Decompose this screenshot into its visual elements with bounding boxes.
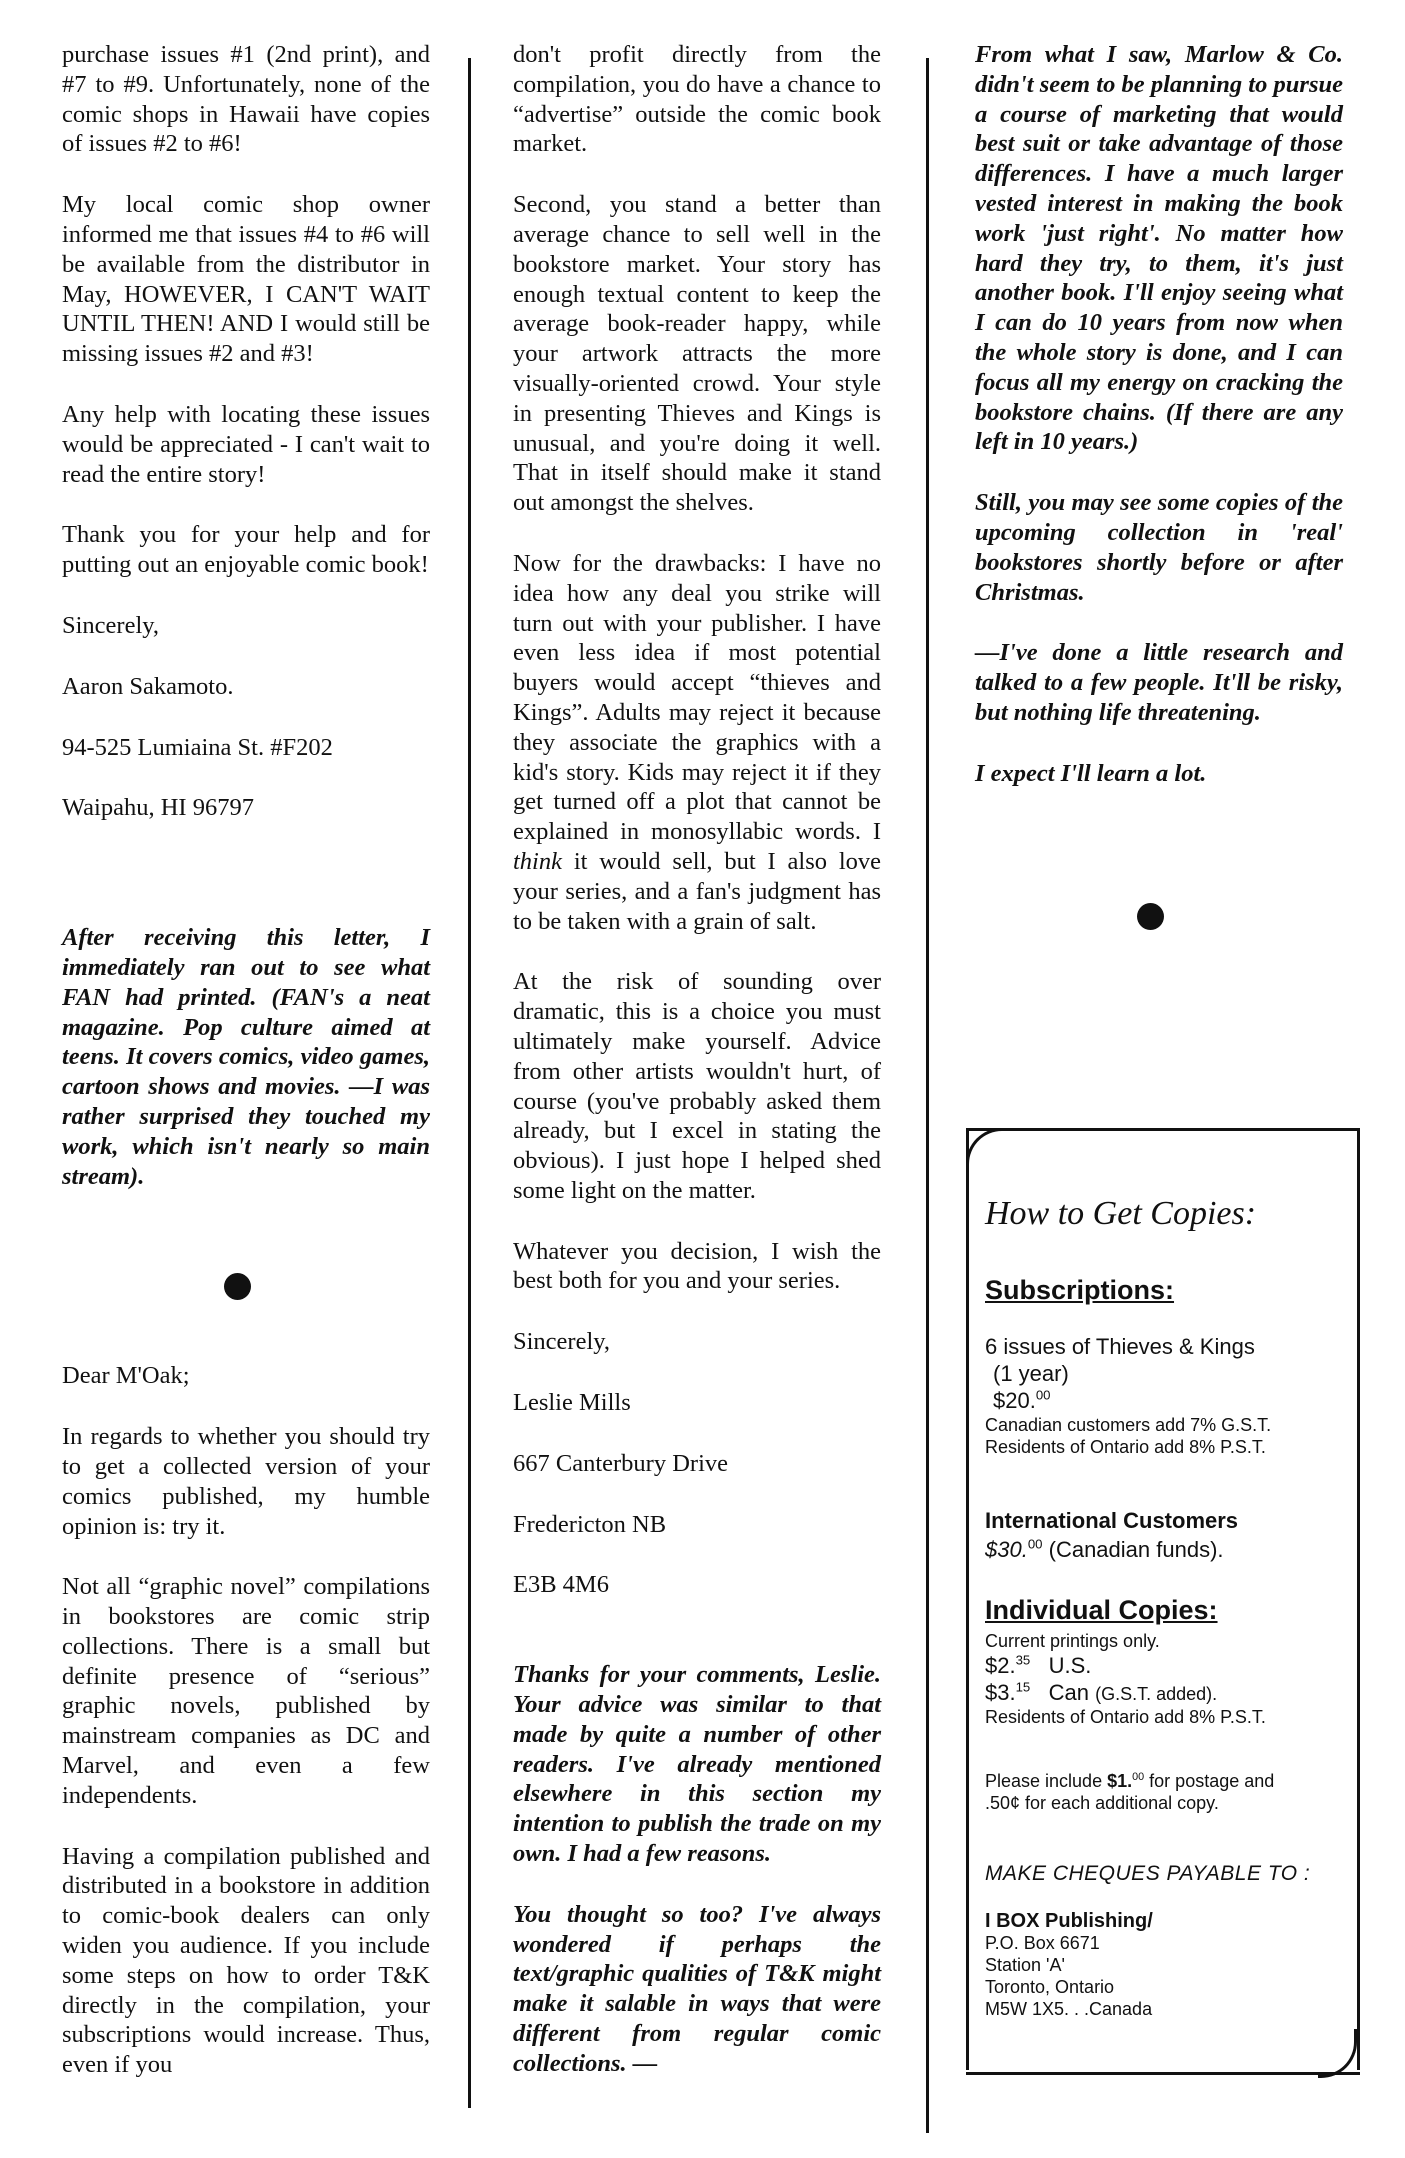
can-price: $3.15 Can (G.S.T. added). xyxy=(985,1679,1218,1705)
letter-paragraph: My local comic shop owner informed me that issues #4 to #6 will be available from the distributor in May, HOWEVER, I CAN'T WAIT UNTIL THEN! AND I would still be missing issues #2 and #3! xyxy=(62,191,430,368)
sender-street: 94-525 Lumiaina St. #F202 xyxy=(62,733,333,761)
individual-note: Current printings only. xyxy=(985,1631,1160,1651)
section-dot xyxy=(1137,903,1164,930)
tax-note: Canadian customers add 7% G.S.T. xyxy=(985,1415,1272,1435)
sender-block xyxy=(62,672,430,823)
international-price: $30.00 (Canadian funds). xyxy=(985,1536,1224,1562)
subscription-info xyxy=(985,1333,1335,1458)
payee-name: I BOX Publishing/ xyxy=(985,1910,1153,1932)
letter-paragraph: Whatever you decision, I wish the best both for you and your series. xyxy=(513,1237,881,1295)
editor-reply: You thought so too? I've always wondered if perhaps the text/graphic qualities of T&K might make it salable in ways that were different from regular comic collections. — xyxy=(513,1900,881,2077)
letter-paragraph: Not all “graphic novel” compilations in bookstores are comic strip collections. There is a small but definite presence of “serious” graphic novels, published by mainstream companies as DC and Marvel, and even a few independents. xyxy=(62,1573,430,1809)
letter-paragraph: In regards to whether you should try to get a collected version of your comics published, my humble opinion is: try it. xyxy=(62,1423,430,1540)
editor-reply: I expect I'll learn a lot. xyxy=(975,759,1207,787)
subscription-price: $20.00 xyxy=(993,1387,1051,1413)
address-line: Toronto, Ontario xyxy=(985,1977,1115,1997)
postage-line: .50¢ for each additional copy. xyxy=(985,1793,1219,1813)
column-3 xyxy=(975,40,1343,820)
postage-line: Please include $1.00 for postage and xyxy=(985,1771,1275,1791)
address-line: P.O. Box 6671 xyxy=(985,1933,1100,1953)
box-border-bottom xyxy=(966,2072,1360,2075)
subscriptions-heading: Subscriptions: xyxy=(985,1275,1175,1305)
letter-paragraph xyxy=(513,549,881,936)
section-dot xyxy=(224,1273,251,1300)
letter-text: Now for the drawbacks: I have no idea how any deal you strike will turn out with your publisher. I have even less idea if most potential buyers would accept “thieves and Kings”. Adults may reject it because they associate the graphics with a kid's story. Kids may reject it if they get turned off a plot that cannot be explained in monosyllabic words. I xyxy=(513,549,881,846)
postage-info xyxy=(985,1770,1335,1814)
address-line: E3B 4M6 xyxy=(513,1571,609,1599)
column-divider xyxy=(468,58,471,2108)
sender-city: Waipahu, HI 96797 xyxy=(62,794,254,822)
address-line: Fredericton NB xyxy=(513,1510,667,1538)
address-line: 667 Canterbury Drive xyxy=(513,1449,728,1477)
individual-copies-heading: Individual Copies: xyxy=(985,1595,1218,1625)
editor-reply: From what I saw, Marlow & Co. didn't seem to be planning to pursue a course of marketing that would best suit or take advantage of those differences. I have a much larger vested interest in making the book work 'just right'. No matter how hard they try, to them, it's just another book. I'll enjoy seeing what I can do 10 years from now when the whole story is done, and I can focus all my energy on cracking the bookstore chains. (If there are any left in 10 years.) xyxy=(975,41,1343,456)
sender-name: Leslie Mills xyxy=(513,1389,631,1417)
editor-reply: Thanks for your comments, Leslie. Your advice was similar to that made by quite a number of other readers. I've already mentioned elsewhere in this section my intention to publish the trade on my own. I had a few reasons. xyxy=(513,1661,881,1868)
editor-reply: —I've done a little research and talked to a few people. It'll be risky, but nothing life threatening. xyxy=(975,639,1343,726)
emphasis-text: think xyxy=(513,847,562,875)
letter-salutation: Dear M'Oak; xyxy=(62,1362,190,1390)
letter-paragraph: At the risk of sounding over dramatic, this is a choice you must ultimately make yourself. Advice from other artists wouldn't hurt, of course (you've probably asked them already, but I excel in stating the obvious). I just hope I helped shed some light on the matter. xyxy=(513,968,881,1204)
column-1 xyxy=(62,40,430,2111)
letter-paragraph: Second, you stand a better than average chance to sell well in the bookstore market. Your story has enough textual content to keep the average book-reader happy, while your artwork attracts the more visually-oriented crowd. Your style in presenting Thieves and Kings is unusual, and you're doing it well. That in itself should make it stand out amongst the shelves. xyxy=(513,191,881,517)
editor-reply: Still, you may see some copies of the upcoming collection in 'real' bookstores shortly before or after Christmas. xyxy=(975,489,1343,606)
letter-text: it would sell, but I also love your series, and a fan's judgment has to be taken with a grain of salt. xyxy=(513,847,882,935)
letter-paragraph: Thank you for your help and for putting out an enjoyable comic book! xyxy=(62,521,430,579)
letter-paragraph: don't profit directly from the compilation, you do have a chance to “advertise” outside the comic book market. xyxy=(513,41,881,158)
sender-address xyxy=(513,1449,881,1600)
cheques-label: MAKE CHEQUES PAYABLE TO : xyxy=(985,1862,1311,1885)
letter-closing: Sincerely, xyxy=(62,611,160,639)
payee-address xyxy=(985,1910,1335,2020)
sender-name: Aaron Sakamoto. xyxy=(62,672,234,700)
subscription-line: 6 issues of Thieves & Kings xyxy=(985,1334,1255,1359)
address-line: M5W 1X5. . .Canada xyxy=(985,1999,1153,2019)
us-price: $2.35 U.S. xyxy=(985,1652,1092,1678)
letter-paragraph: purchase issues #1 (2nd print), and #7 to #9. Unfortunately, none of the comic shops in Hawaii have copies of issues #2 to #6! xyxy=(62,41,430,158)
box-title: How to Get Copies: xyxy=(985,1195,1257,1232)
subscription-line: (1 year) xyxy=(993,1361,1069,1386)
box-corner-curl xyxy=(1318,2029,1357,2078)
column-divider xyxy=(926,58,929,2133)
international-heading: International Customers xyxy=(985,1508,1239,1533)
letter-paragraph: Having a compilation published and distributed in a bookstore in addition to comic-book dealers can only widen you audience. If you include some steps on how to order T&K directly in the compilation, your subscriptions would increase. Thus, even if you xyxy=(62,1842,430,2079)
column-2 xyxy=(513,40,881,2110)
tax-note: Residents of Ontario add 8% P.S.T. xyxy=(985,1437,1266,1457)
address-line: Station 'A' xyxy=(985,1955,1065,1975)
letter-paragraph: Any help with locating these issues would be appreciated - I can't wait to read the entire story! xyxy=(62,400,430,488)
letter-closing: Sincerely, xyxy=(513,1328,611,1356)
tax-note: Residents of Ontario add 8% P.S.T. xyxy=(985,1707,1266,1727)
editor-reply: After receiving this letter, I immediately ran out to see what FAN had printed. (FAN's a neat magazine. Pop culture aimed at teens. It covers comics, video games, cartoon shows and movies. —I was rather surprised they touched my work, which isn't nearly so main stream). xyxy=(62,924,430,1190)
individual-info xyxy=(985,1630,1335,1728)
